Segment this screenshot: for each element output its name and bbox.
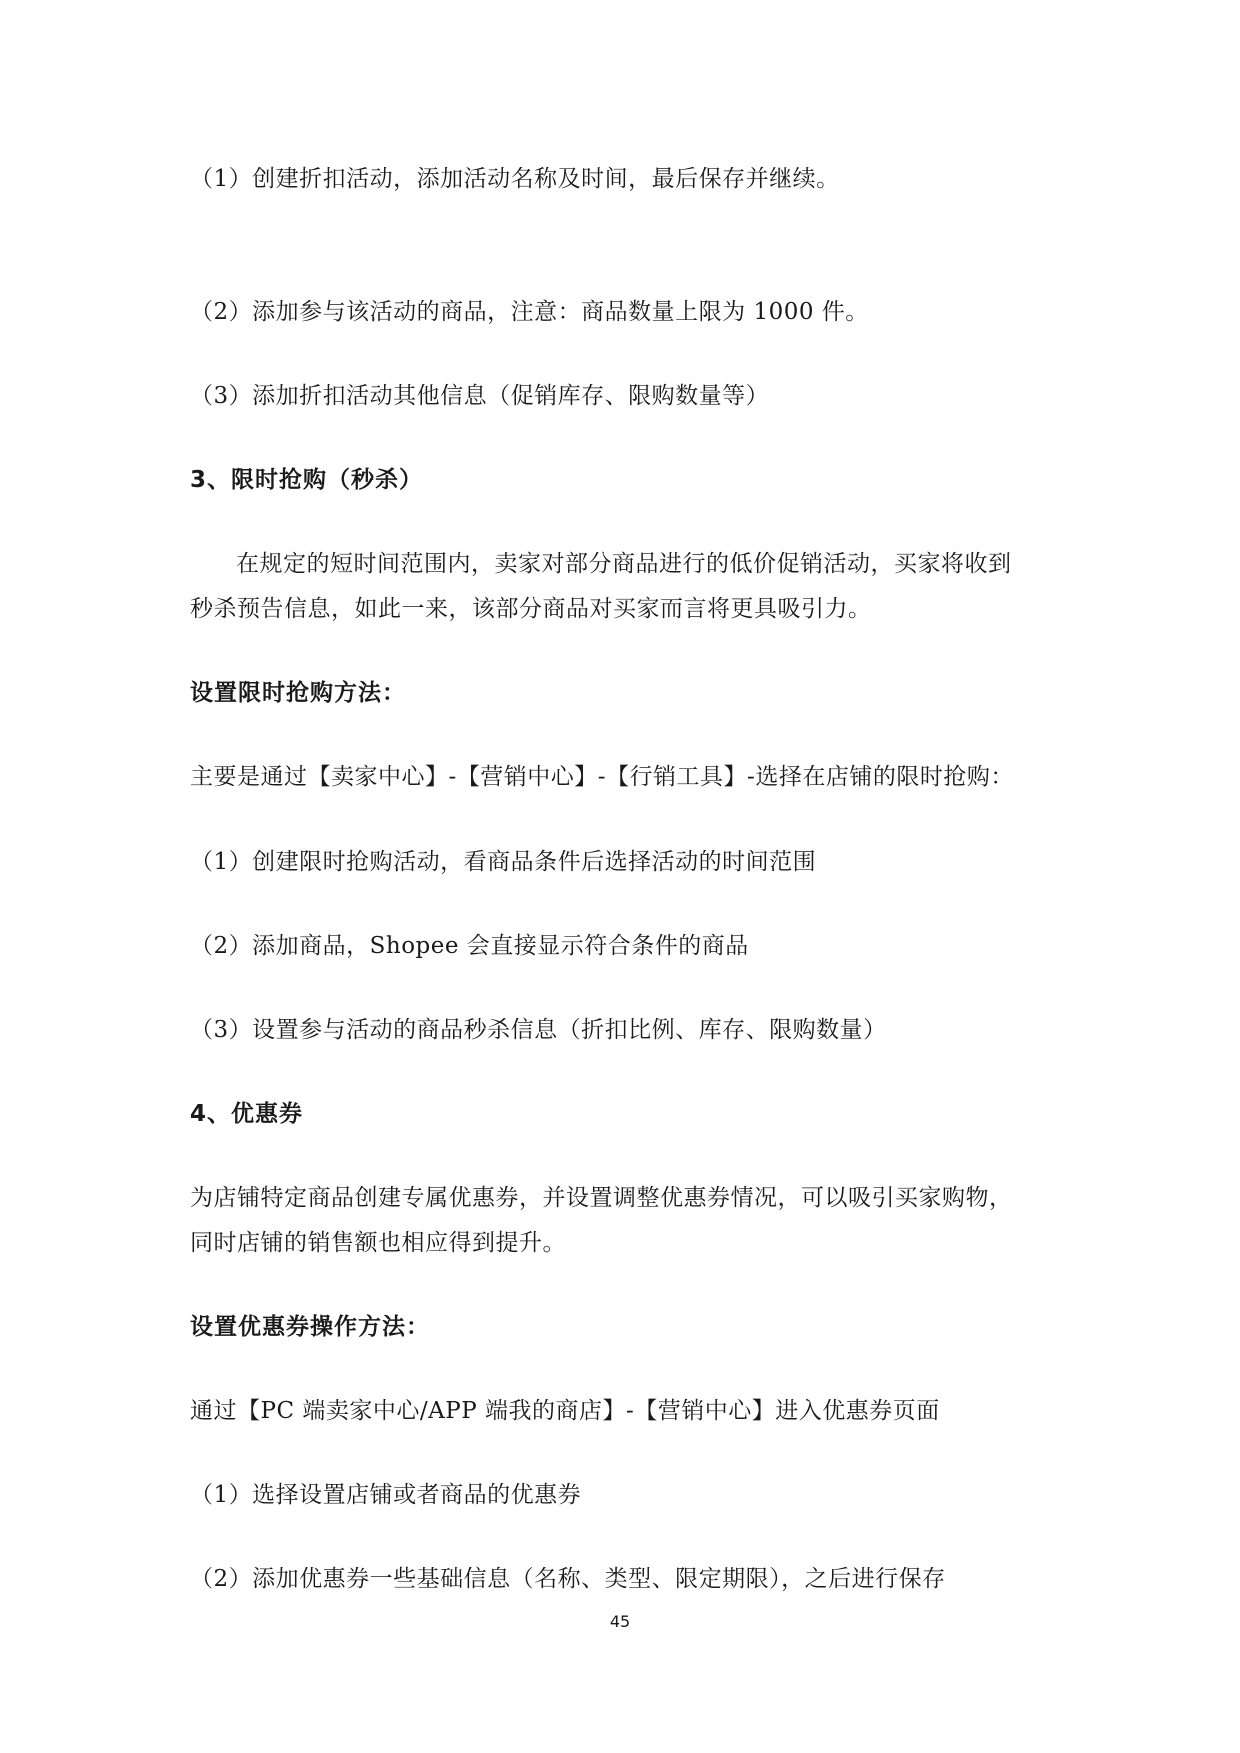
discount-step-3: （3）添加折扣活动其他信息（促销库存、限购数量等） (190, 383, 770, 409)
discount-step-2: （2）添加参与该活动的商品，注意：商品数量上限为 1000 件。 (190, 299, 869, 325)
coupon-step-1: （1）选择设置店铺或者商品的优惠券 (190, 1482, 582, 1508)
coupon-description-line-1: 为店铺特定商品创建专属优惠券，并设置调整优惠券情况，可以吸引买家购物， (190, 1185, 1013, 1211)
page-number: 45 (609, 1612, 631, 1631)
section-heading-coupon: 4、优惠券 (190, 1101, 304, 1127)
subheading-flash-sale-method: 设置限时抢购方法： (190, 680, 406, 706)
flash-sale-description-line-2: 秒杀预告信息，如此一来，该部分商品对买家而言将更具吸引力。 (190, 596, 872, 622)
discount-step-1: （1）创建折扣活动，添加活动名称及时间，最后保存并继续。 (190, 166, 840, 192)
flash-sale-step-3: （3）设置参与活动的商品秒杀信息（折扣比例、库存、限购数量） (190, 1017, 887, 1043)
coupon-step-2: （2）添加优惠券一些基础信息（名称、类型、限定期限），之后进行保存 (190, 1566, 946, 1592)
flash-sale-path: 主要是通过【卖家中心】-【营销中心】-【行销工具】-选择在店铺的限时抢购： (190, 764, 1014, 790)
coupon-path: 通过【PC 端卖家中心/APP 端我的商店】-【营销中心】进入优惠券页面 (190, 1398, 940, 1424)
flash-sale-description-line-1: 在规定的短时间范围内，卖家对部分商品进行的低价促销活动，买家将收到 (236, 551, 1012, 577)
coupon-description-line-2: 同时店铺的销售额也相应得到提升。 (190, 1230, 566, 1256)
subheading-coupon-method: 设置优惠券操作方法： (190, 1314, 430, 1340)
flash-sale-step-2: （2）添加商品，Shopee 会直接显示符合条件的商品 (190, 933, 749, 959)
flash-sale-step-1: （1）创建限时抢购活动，看商品条件后选择活动的时间范围 (190, 849, 817, 875)
section-heading-flash-sale: 3、限时抢购（秒杀） (190, 467, 424, 493)
